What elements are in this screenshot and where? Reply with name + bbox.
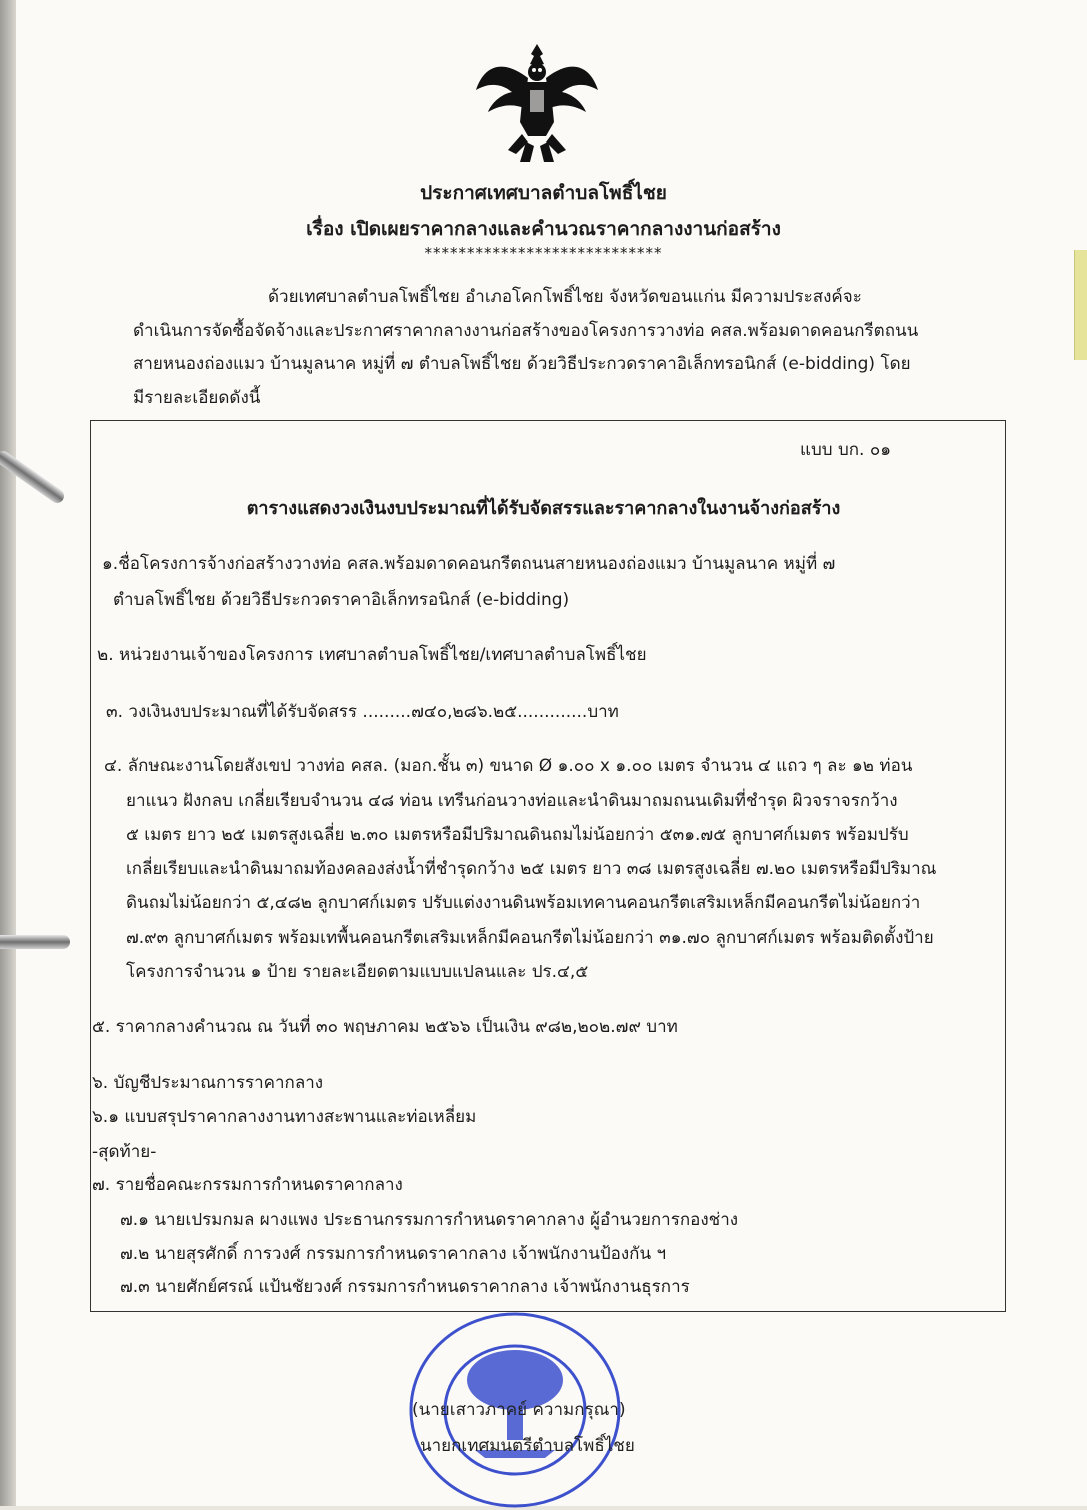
announcement-subject: เรื่อง เปิดเผยราคากลางและคำนวณราคากลางงานก่อสร้าง	[306, 218, 781, 240]
item-6-estimate-list: ๖. บัญชีประมาณการราคากลาง	[92, 1073, 324, 1093]
separator-stars: ****************************	[424, 244, 663, 262]
item-1-project-name: ๑.ชื่อโครงการจ้างก่อสร้างวางท่อ คสล.พร้อมดาดคอนกรีตถนนสายหนองถ่องแมว บ้านมูลนาค หมู่ที่ ๗	[102, 554, 836, 574]
item-4-description: ๔. ลักษณะงานโดยสังเขป วางท่อ คสล. (มอก.ชั้น ๓) ขนาด Ø ๑.๐๐ x ๑.๐๐ เมตร จำนวน ๔ แถว ๆ ละ ๑๒ ท่อน	[104, 756, 913, 776]
item-4-description-cont: ดินถมไม่น้อยกว่า ๕,๔๘๒ ลูกบาศก์เมตร ปรับแต่งงานดินพร้อมเทคานคอนกรีตเสริมเหล็กมีคอนกรีตไม่น้อยกว่า	[126, 893, 921, 913]
committee-member-2: ๗.๒ นายสุรศักดิ์ การวงศ์ กรรมการกำหนดราคากลาง เจ้าพนักงานป้องกัน ฯ	[120, 1244, 667, 1264]
committee-member-1: ๗.๑ นายเปรมกมล ผางแพง ประธานกรรมการกำหนดราคากลาง ผู้อำนวยการกองช่าง	[120, 1210, 739, 1230]
signature-name: (นายเสาวภาคย์ ความกรุณา)	[412, 1400, 626, 1420]
announcement-title: ประกาศเทศบาลตำบลโพธิ์ไชย	[420, 182, 667, 204]
item-4-description-cont: ๕ เมตร ยาว ๒๕ เมตรสูงเฉลี่ย ๒.๓๐ เมตรหรือมีปริมาณดินถมไม่น้อยกว่า ๕๓๑.๗๕ ลูกบาศก์เมตร พร้อมปรับ	[126, 825, 909, 845]
intro-line: มีรายละเอียดดังนี้	[133, 388, 261, 408]
committee-member-3: ๗.๓ นายศักย์ศรณ์ แป้นชัยวงศ์ กรรมการกำหนดราคากลาง เจ้าพนักงานธุรการ	[120, 1277, 690, 1297]
intro-line: สายหนองถ่องแมว บ้านมูลนาค หมู่ที่ ๗ ตำบลโพธิ์ไชย ด้วยวิธีประกวดราคาอิเล็กทรอนิกส์ (e-bidding) โดย	[133, 354, 911, 374]
item-4-description-cont: ๗.๙๓ ลูกบาศก์เมตร พร้อมเทพื้นคอนกรีตเสริมเหล็กมีคอนกรีตไม่น้อยกว่า ๓๑.๗๐ ลูกบาศก์เมตร พร้อมติดตั้งป้าย	[126, 928, 934, 948]
intro-line: ดำเนินการจัดซื้อจัดจ้างและประกาศราคากลางงานก่อสร้างของโครงการวางท่อ คสล.พร้อมดาดคอนกรีตถนน	[133, 321, 919, 341]
intro-line: ด้วยเทศบาลตำบลโพธิ์ไชย อำเภอโคกโพธิ์ไชย จังหวัดขอนแก่น มีความประสงค์จะ	[268, 287, 862, 307]
item-7-committee: ๗. รายชื่อคณะกรรมการกำหนดราคากลาง	[92, 1175, 403, 1195]
form-title: ตารางแสดงวงเงินงบประมาณที่ได้รับจัดสรรและราคากลางในงานจ้างก่อสร้าง	[246, 498, 841, 519]
item-1-project-name-cont: ตำบลโพธิ์ไชย ด้วยวิธีประกวดราคาอิเล็กทรอนิกส์ (e-bidding)	[113, 590, 570, 610]
signature-position: นายกเทศมนตรีตำบลโพธิ์ไชย	[420, 1436, 635, 1456]
item-4-description-cont: โครงการจำนวน ๑ ป้าย รายละเอียดตามแบบแปลนและ ปร.๔,๕	[126, 962, 589, 982]
binder-ring-bottom	[0, 935, 70, 949]
end-marker: -สุดท้าย-	[92, 1142, 157, 1162]
item-5-median-price: ๕. ราคากลางคำนวณ ณ วันที่ ๓๐ พฤษภาคม ๒๕๖๖ เป็นเงิน ๙๘๒,๒๐๒.๗๙ บาท	[92, 1017, 678, 1037]
item-2-agency: ๒. หน่วยงานเจ้าของโครงการ เทศบาลตำบลโพธิ์ไชย/เทศบาลตำบลโพธิ์ไชย	[97, 645, 647, 665]
item-4-description-cont: ยาแนว ฝังกลบ เกลี่ยเรียบจำนวน ๔๘ ท่อน เทรีนก่อนวางท่อและนำดินมาถมถนนเดิมที่ชำรุด ผิวจราจรกว้าง	[126, 791, 898, 811]
form-code: แบบ บก. ๐๑	[800, 440, 892, 460]
garuda-emblem	[472, 38, 602, 168]
item-4-description-cont: เกลี่ยเรียบและนำดินมาถมท้องคลองส่งน้ำที่ชำรุดกว้าง ๒๕ เมตร ยาว ๓๘ เมตรสูงเฉลี่ย ๗.๒๐ เมตรหรือมีปริมาณ	[126, 859, 937, 879]
item-6-1-summary: ๖.๑ แบบสรุปราคากลางงานทางสะพานและท่อเหลี่ยม	[92, 1107, 477, 1127]
item-3-budget: ๓. วงเงินงบประมาณที่ได้รับจัดสรร .........๗๔๐,๒๘๖.๒๕.............บาท	[106, 702, 619, 722]
page-edge-tab	[1074, 250, 1087, 360]
